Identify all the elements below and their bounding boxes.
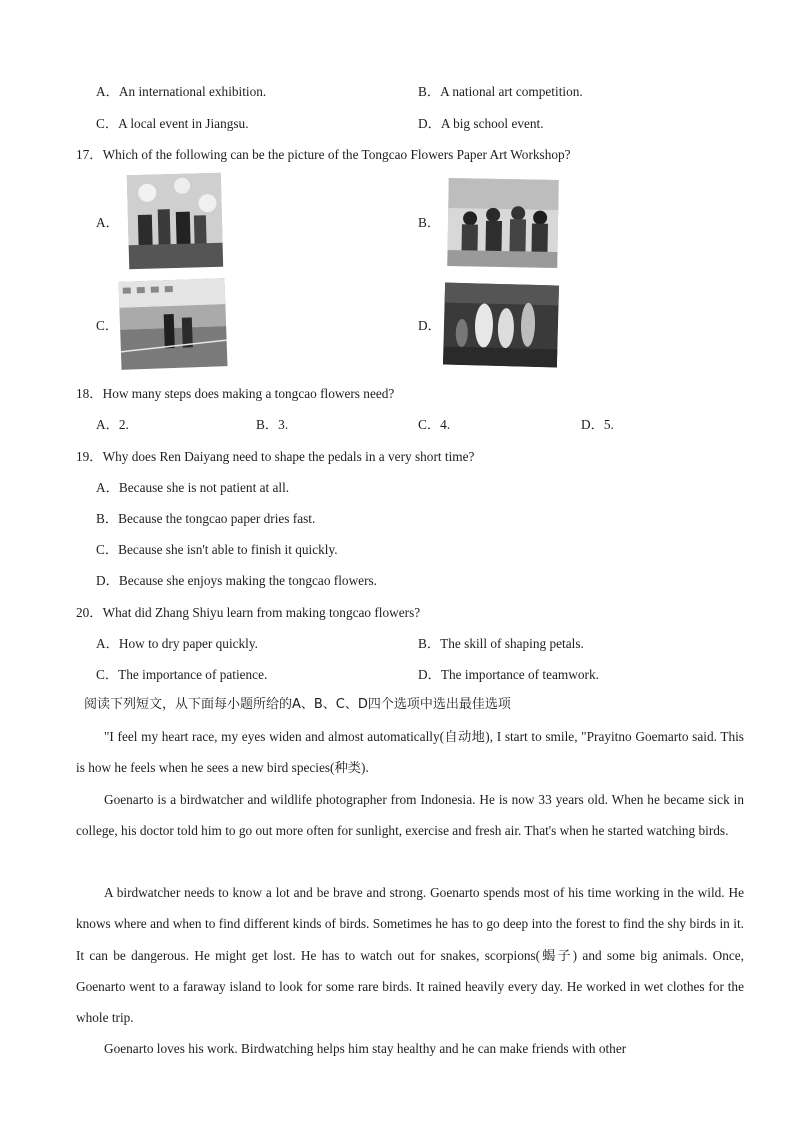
passage-paragraph-3: A birdwatcher needs to know a lot and be brave and strong. Goenarto spends most of his time working in the wild. He knows where and when to find different kinds of birds. Sometimes he has to go deep into the forest to find the shy birds in it. It can be dangerous. He might get lost. He has to watch out for snakes, scorpions(蝎子) and some big animals. Once, Goenarto went to a faraway island to look for some rare birds. It rained heavily every day. He worked in wet clothes for the whole trip.: [76, 885, 744, 1026]
q20-option-b[interactable]: B．The skill of shaping petals.: [418, 636, 584, 651]
q16-option-a[interactable]: A．An international exhibition.: [96, 84, 267, 99]
q16-option-d[interactable]: D．A big school event.: [418, 116, 544, 131]
q18-option-a[interactable]: A．2.: [96, 417, 129, 432]
passage-paragraph-4: Goenarto loves his work. Birdwatching helps him stay healthy and he can make friends with other: [104, 1041, 627, 1056]
q16-option-b[interactable]: B．A national art competition.: [418, 84, 583, 99]
q16-option-c[interactable]: C．A local event in Jiangsu.: [96, 116, 249, 131]
q17-option-b-label[interactable]: B．: [418, 215, 441, 230]
q19-option-b[interactable]: B．Because the tongcao paper dries fast.: [96, 511, 316, 526]
q20-question: 20．What did Zhang Shiyu learn from making tongcao flowers?: [76, 605, 421, 620]
q17-option-d-label[interactable]: D．: [418, 318, 441, 333]
reading-instruction: 阅读下列短文，从下面每小题所给的A、B、C、D四个选项中选出最佳选项: [84, 697, 511, 712]
passage-paragraph-2: Goenarto is a birdwatcher and wildlife photographer from Indonesia. He is now 33 years old. When he became sick in college, his doctor told him to go out more often for sunlight, exercise and fresh air. That's when he started watching birds.: [76, 792, 744, 839]
q19-question: 19．Why does Ren Daiyang need to shape the pedals in a very short time?: [76, 449, 475, 464]
q19-option-d[interactable]: D．Because she enjoys making the tongcao flowers.: [96, 573, 378, 588]
q19-option-a[interactable]: A．Because she is not patient at all.: [96, 480, 290, 495]
q18-option-b[interactable]: B．3.: [256, 417, 289, 432]
q18-option-d[interactable]: D．5.: [581, 417, 614, 432]
q17-option-d-image[interactable]: [443, 283, 559, 368]
q20-option-a[interactable]: A．How to dry paper quickly.: [96, 636, 258, 651]
passage-paragraph-1: "I feel my heart race, my eyes widen and almost automatically(自动地), I start to smile, "Prayitno Goemarto said. This is how he feels when he sees a new bird species(种类).: [76, 729, 744, 776]
q17-option-b-image[interactable]: [447, 178, 559, 268]
q18-option-c[interactable]: C．4.: [418, 417, 451, 432]
q18-question: 18．How many steps does making a tongcao flowers need?: [76, 386, 395, 401]
q17-option-c-label[interactable]: C．: [96, 318, 119, 333]
q20-option-c[interactable]: C．The importance of patience.: [96, 667, 268, 682]
q19-option-c[interactable]: C．Because she isn't able to finish it quickly.: [96, 542, 338, 557]
q17-question: 17．Which of the following can be the picture of the Tongcao Flowers Paper Art Workshop?: [76, 147, 571, 162]
q17-option-a-image[interactable]: [127, 173, 223, 269]
q17-option-a-label[interactable]: A．: [96, 215, 119, 230]
q17-option-c-image[interactable]: [118, 278, 227, 370]
q20-option-d[interactable]: D．The importance of teamwork.: [418, 667, 599, 682]
